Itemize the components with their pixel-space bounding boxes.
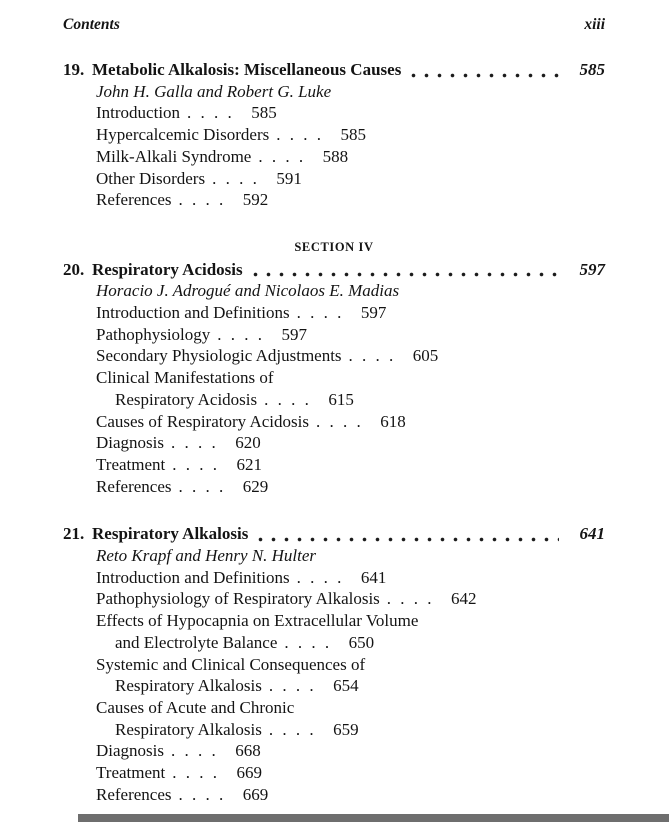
chapter-number: 21.	[63, 524, 85, 544]
toc-entry	[63, 476, 605, 498]
scan-artifact-bar	[78, 814, 669, 822]
toc-entry	[63, 124, 605, 146]
chapter-21-block	[63, 523, 605, 805]
dot-leader	[277, 633, 348, 652]
dot-leader	[257, 390, 328, 409]
folio-page-number: xiii	[584, 16, 605, 33]
entry-label: Diagnosis	[96, 433, 164, 453]
toc-entry	[63, 302, 605, 324]
toc-entry	[63, 367, 605, 389]
entry-page-number: 659	[333, 719, 359, 739]
dot-leader	[172, 190, 243, 209]
entry-page-number: 592	[242, 190, 269, 210]
entry-label: Introduction and Definitions	[96, 303, 290, 323]
entry-page-number: 650	[348, 632, 375, 652]
toc-entry	[63, 610, 605, 632]
dot-leader	[290, 568, 361, 587]
entry-page-number: 585	[251, 103, 277, 123]
entry-page-number: 597	[281, 324, 308, 344]
dot-leader	[342, 346, 413, 365]
entry-page-number: 642	[451, 589, 477, 609]
entry-page-number: 654	[333, 676, 359, 696]
chapter-page-number: 597	[579, 259, 605, 279]
toc-entry	[63, 168, 605, 190]
dot-leader	[258, 537, 559, 542]
entry-page-number: 618	[380, 411, 406, 431]
entry-page-number: 629	[242, 476, 269, 496]
entry-label: Hypercalcemic Disorders	[96, 125, 270, 145]
toc-entry	[63, 432, 605, 454]
chapter-authors: John H. Galla and Robert G. Luke	[96, 81, 332, 101]
entry-page-number: 605	[412, 346, 439, 366]
entry-page-number: 641	[360, 567, 387, 587]
entry-label: Other Disorders	[96, 168, 206, 188]
toc-entry	[63, 567, 605, 589]
entry-label: Respiratory Alkalosis	[115, 719, 262, 739]
entry-label: Respiratory Acidosis	[115, 389, 258, 409]
entry-label: Effects of Hypocapnia on Extracellular Volume	[96, 611, 419, 631]
toc-entry-continuation	[63, 675, 605, 697]
entry-label: References	[96, 476, 172, 496]
entry-label: Clinical Manifestations of	[96, 368, 274, 388]
dot-leader	[165, 763, 236, 782]
entry-label: Treatment	[96, 763, 166, 783]
chapter-page-number: 641	[579, 524, 605, 544]
entry-label: References	[96, 190, 172, 210]
toc-entry	[63, 784, 605, 806]
chapter-20-block	[63, 237, 605, 497]
toc-entry	[63, 146, 605, 168]
chapter-title: Respiratory Acidosis	[92, 259, 243, 279]
entry-page-number: 585	[340, 125, 366, 145]
toc-entry	[63, 654, 605, 676]
entry-label: Pathophysiology	[96, 324, 211, 344]
dot-leader	[205, 169, 276, 188]
chapter-title: Metabolic Alkalosis: Miscellaneous Causes	[92, 60, 402, 79]
toc-entry	[63, 324, 605, 346]
entry-label: Secondary Physiologic Adjustments	[96, 346, 342, 366]
toc-entry	[63, 189, 605, 211]
chapter-19-block	[63, 59, 605, 211]
dot-leader	[309, 412, 380, 431]
dot-leader	[172, 785, 243, 804]
dot-leader	[164, 741, 235, 760]
entry-label: Pathophysiology of Respiratory Alkalosis	[96, 589, 380, 609]
entry-page-number: 668	[235, 741, 261, 761]
dot-leader	[262, 676, 333, 695]
dot-leader	[172, 477, 243, 496]
entry-label: Respiratory Alkalosis	[115, 676, 262, 696]
chapter-number: 19.	[63, 60, 85, 79]
chapter-20-heading	[63, 259, 605, 281]
entry-page-number: 669	[236, 763, 263, 783]
toc-entry	[63, 411, 605, 433]
running-head-title: Contents	[63, 16, 120, 33]
toc-entry-continuation	[63, 719, 605, 741]
chapter-number: 20.	[63, 259, 85, 279]
running-head	[63, 15, 605, 35]
dot-leader	[269, 125, 340, 144]
chapter-19-heading	[63, 59, 605, 81]
chapter-page-number: 585	[579, 60, 605, 79]
entry-page-number: 615	[328, 389, 354, 409]
dot-leader	[210, 325, 281, 344]
toc-entry	[63, 588, 605, 610]
entry-label: References	[96, 784, 172, 804]
entry-page-number: 621	[236, 454, 263, 474]
dot-leader	[251, 147, 322, 166]
toc-entry-continuation	[63, 389, 605, 411]
dot-leader	[411, 73, 559, 78]
entry-label: Treatment	[96, 454, 166, 474]
toc-entry	[63, 102, 605, 124]
dot-leader	[164, 433, 235, 452]
entry-label: Milk-Alkali Syndrome	[96, 146, 252, 166]
chapter-title: Respiratory Alkalosis	[92, 524, 249, 544]
entry-page-number: 591	[276, 168, 302, 188]
entry-label: Systemic and Clinical Consequences of	[96, 654, 366, 674]
dot-leader	[262, 720, 333, 739]
chapter-21-heading	[63, 523, 605, 545]
entry-label: and Electrolyte Balance	[115, 632, 278, 652]
toc-entry	[63, 762, 605, 784]
chapter-authors: Reto Krapf and Henry N. Hulter	[96, 546, 317, 566]
entry-page-number: 669	[242, 784, 269, 804]
entry-label: Diagnosis	[96, 741, 164, 761]
dot-leader	[180, 103, 251, 122]
entry-label: Causes of Respiratory Acidosis	[96, 411, 309, 431]
entry-label: Introduction and Definitions	[96, 567, 290, 587]
toc-entry-continuation	[63, 632, 605, 654]
dot-leader	[165, 455, 236, 474]
entry-label: Introduction	[96, 103, 181, 123]
toc-entry	[63, 454, 605, 476]
entry-page-number: 620	[235, 433, 261, 453]
section-label: SECTION IV	[294, 239, 374, 254]
toc-entry	[63, 697, 605, 719]
entry-label: Causes of Acute and Chronic	[96, 697, 295, 717]
entry-page-number: 588	[322, 146, 349, 166]
dot-leader	[290, 303, 361, 322]
dot-leader	[253, 272, 559, 277]
entry-page-number: 597	[360, 303, 387, 323]
dot-leader	[380, 589, 451, 608]
chapter-authors: Horacio J. Adrogué and Nicolaos E. Madias	[96, 281, 400, 301]
toc-entry	[63, 345, 605, 367]
toc-entry	[63, 740, 605, 762]
